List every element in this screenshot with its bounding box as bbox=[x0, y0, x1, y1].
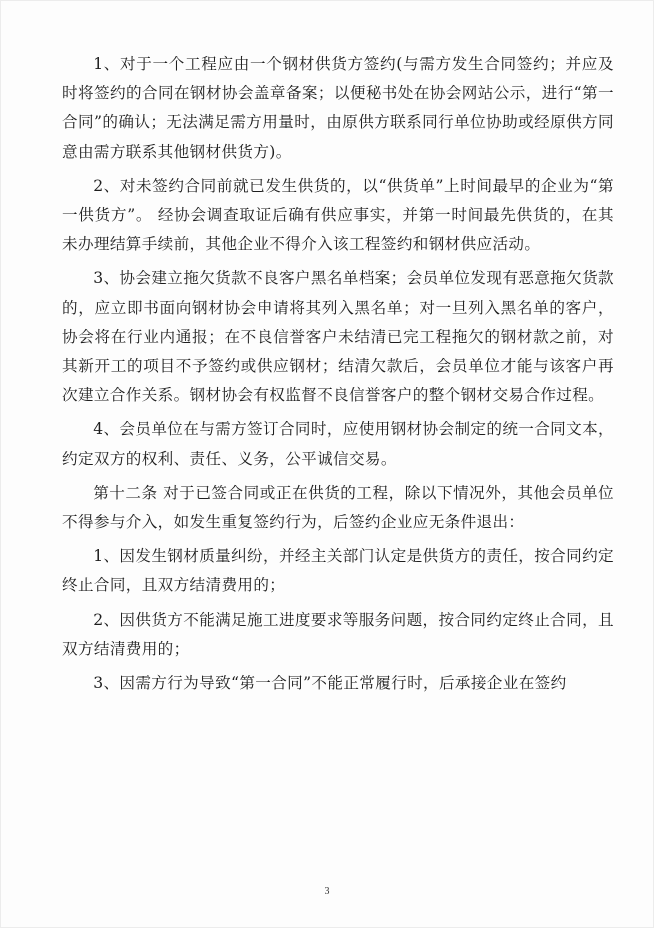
page-number: 3 bbox=[324, 886, 330, 897]
paragraph-clause-3: 3、协会建立拖欠货款不良客户黑名单档案；会员单位发现有恶意拖欠货款的，应立即书面向钢材协会申请将其列入黑名单；对一旦列入黑名单的客户，协会将在行业内通报；在不良信誉客户未结清已完工程拖欠的钢材款之前，对其新开工的项目不予签约或供应钢材；结清欠款后，会员单位才能与该客户再次建立合作关系。钢材协会有权监督不良信誉客户的整个钢材交易合作过程。 bbox=[62, 269, 614, 405]
paragraph-article-12-item-3: 3、因需方行为导致“第一合同”不能正常履行时，后承接企业在签约 bbox=[93, 674, 567, 693]
paragraph-clause-4: 4、会员单位在与需方签订合同时，应使用钢材协会制定的统一合同文本，约定双方的权利、责任、义务，公平诚信交易。 bbox=[62, 420, 614, 468]
paragraph-clause-2: 2、对未签约合同前就已发生供货的，以“供货单”上时间最早的企业为“第一供货方”。 经协会调查取证后确有供应事实，并第一时间最先供货的，在其未办理结算手续前，其他企业不得介入该工程签约和钢材供应活动。 bbox=[62, 176, 614, 254]
paragraph-article-12: 第十二条 对于已签合同或正在供货的工程，除以下情况外，其他会员单位不得参与介入，如发生重复签约行为，后签约企业应无条件退出： bbox=[62, 483, 614, 532]
document-body bbox=[62, 50, 614, 703]
paragraph-article-12-item-1: 1、因发生钢材质量纠纷，并经主关部门认定是供货方的责任，按合同约定终止合同，且双方结清费用的； bbox=[62, 547, 614, 595]
paragraph-article-12-item-2: 2、因供货方不能满足施工进度要求等服务问题，按合同约定终止合同，且双方结清费用的； bbox=[62, 610, 614, 658]
paragraph-clause-1: 1、对于一个工程应由一个钢材供货方签约(与需方发生合同签约；并应及时将签约的合同在钢材协会盖章备案；以便秘书处在协会网站公示，进行“第一合同”的确认；无法满足需方用量时，由原供方联系同行单位协助或经原供方同意由需方联系其他钢材供货方)。 bbox=[62, 55, 614, 161]
